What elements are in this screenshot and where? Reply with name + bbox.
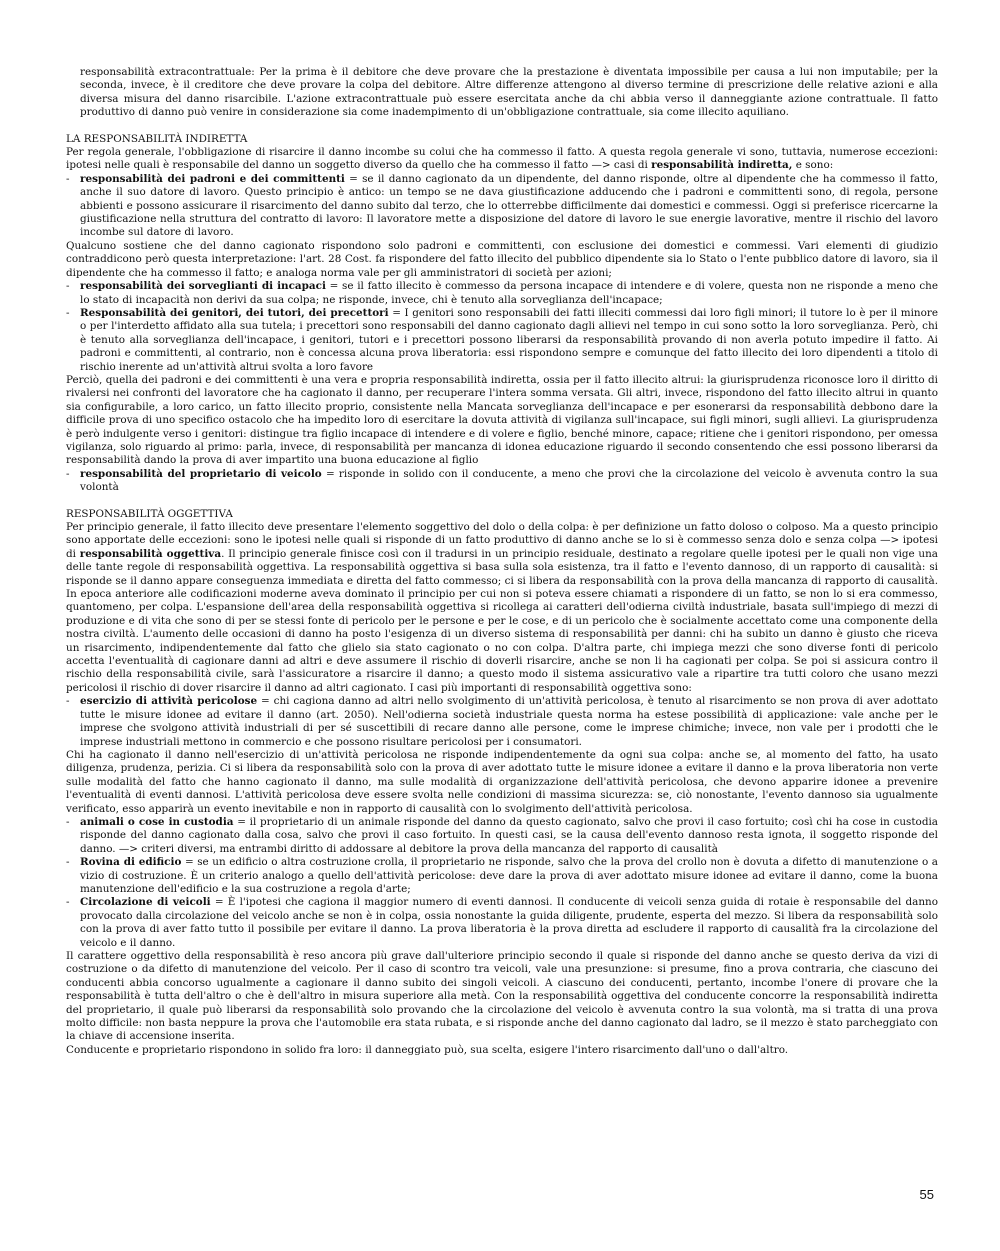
section-heading-objective: RESPONSABILITÀ OGGETTIVA [66, 507, 233, 520]
section-heading-indirect: LA RESPONSABILITÀ INDIRETTA [66, 132, 248, 145]
list-item: - Rovina di edificio = se un edificio o altra costruzione crolla, il proprietario ne risponde, salvo che la prova del crollo non è dovuta a difetto di manutenzione o a vizio di costruzione. È un criterio analogo a quello dell'attività pericolose: deve dare la prova di aver adottato misure idonee ad evitare il danno, come la buona manutenzione dell'edificio e la sua costruzione a regola d'arte; [66, 856, 938, 895]
section2-paragraph-4: Conducente e proprietario rispondono in solido fra loro: il danneggiato può, sua scelta, esigere l'intero risarcimento dall'uno o dall'altro. [66, 1043, 789, 1056]
bullet-dash: - [66, 172, 70, 185]
bullet-list [66, 816, 938, 950]
section1-paragraph-3: Perciò, quella dei padroni e dei committenti è una vera e propria responsabilità indiretta, ossia per il fatto illecito altrui: la giurisprudenza riconosce loro il diritto di rivalersi nei confronti del lavoratore che ha cagionato il danno, per recuperare l'intera somma versata. Gli altri, invece, rispondono del fatto illecito altrui in quanto sia configurabile, a loro carico, un fatto illecito proprio, consistente nella Mancata sorveglianza dell'incapace e per esonerarsi da responsabilità debbono dare la difficile prova di uno specifico ostacolo che ha impedito loro di esercitare la dovuta attività di vigilanza sull'incapace, sui figli minori, sugli allievi. La giurisprudenza è però indulgente verso i genitori: distingue tra figlio incapace di intendere e di volere e figlio, benché minore, capace; ritiene che i genitori rispondono, per omessa vigilanza, solo riguardo al primo: parla, invece, di responsabilità per mancanza di idonea educazione riguardo il secondo consentendo che essi possono liberarsi da responsabilità dando la prova di aver impartito una buona educazione al figlio [66, 373, 938, 467]
bullet-list [66, 280, 938, 374]
bullet-dash: - [66, 280, 70, 293]
bullet-dash: - [66, 856, 70, 869]
bullet-dash: - [66, 306, 70, 319]
bold-term: esercizio di attività pericolose [80, 695, 258, 708]
page-number: 55 [919, 1187, 934, 1202]
list-item: - responsabilità dei padroni e dei committenti = se il danno cagionato da un dipendente, del danno risponde, oltre al dipendente che ha commesso il fatto, anche il suo datore di lavoro. Questo principio è antico: un tempo se ne dava giustificazione adducendo che i padroni e committenti sono, di regola, persone abbienti e possono assicurare il risarcimento del danno subito dal terzo, che lo otterrebbe difficilmente dai domestici e commessi. Oggi si preferisce ricercarne la giustificazione nella struttura del contratto di lavoro: Il lavoratore mette a disposizione del datore di lavoro le sue energie lavorative, mentre il rischio del lavoro incombe sul datore di lavoro. [66, 172, 938, 239]
list-item: - esercizio di attività pericolose = chi cagiona danno ad altri nello svolgimento di un'attività pericolosa, è tenuto al risarcimento se non prova di aver adottato tutte le misure idonee ad evitare il danno (art. 2050). Nell'odierna società industriale questa norma ha estese possibilità di applicazione: vale anche per le imprese che svolgono attività industriali di per sé suscettibili di recare danno alle persone, come le imprese chimiche; invece, non vale per i prodotti che le imprese industriali mettono in commercio e che possono risultare pericolosi per i consumatori. [66, 695, 938, 748]
bold-term: animali o cose in custodia [80, 815, 234, 828]
list-item: - Circolazione di veicoli = È l'ipotesi che cagiona il maggior numero di eventi dannosi. Il conducente di veicoli senza guida di rotaie è responsabile del danno provocato dalla circolazione del veicolo anche se non è in colpa, ossia nonostante la guida diligente, prudente, esperta del mezzo. Si libera da responsabilità solo con la prova di aver fatto tutto il possibile per evitare il danno. La prova liberatoria è la prova diretta ad escludere il rapporto di causalità fra la circolazione del veicolo e il danno. [66, 896, 938, 949]
bold-term: Responsabilità dei genitori, dei tutori, dei precettori [80, 306, 389, 319]
bullet-list [66, 695, 938, 749]
section2-paragraph-3: Il carattere oggettivo della responsabilità è reso ancora più grave dall'ulteriore principio secondo il quale si risponde del danno anche se questo deriva da vizi di costruzione o da difetto di manutenzione del veicolo. Per il caso di scontro tra veicoli, vale una presunzione: si presume, fino a prova contraria, che ciascuno dei conducenti abbia concorso ugualmente a cagionare il danno subito dei singoli veicoli. A ciascuno dei conducenti, pertanto, incombe l'onere di provare che la responsabilità è tutta dell'altro o che è dell'altro in misura superiore alla metà. Con la responsabilità oggettiva del conducente concorre la responsabilità indiretta del proprietario, il quale può liberarsi da responsabilità solo provando che la circolazione del veicolo è avvenuta contro la sua volontà, ma si tratta di una prova molto difficile: non basta neppure la prova che l'automobile era stata rubata, e si risponde anche del danno cagionato dal ladro, se il mezzo è stato parcheggiato con la chiave di accensione inserita. [66, 950, 938, 1043]
bullet-dash: - [66, 467, 70, 480]
bold-term: responsabilità indiretta, [651, 159, 793, 172]
list-item: - responsabilità dei sorveglianti di incapaci = se il fatto illecito è commesso da persona incapace di intendere e di volere, questa non ne risponde a meno che lo stato di incapacità non derivi da sua colpa; ne risponde, invece, chi è tenuto alla sorveglianza dell'incapace; [66, 280, 939, 306]
bold-term: Circolazione di veicoli [80, 896, 211, 909]
bold-term: responsabilità oggettiva [79, 547, 222, 560]
bold-term: responsabilità del proprietario di veicolo [80, 467, 322, 480]
bullet-dash: - [66, 695, 70, 708]
bullet-dash: - [66, 896, 70, 909]
section2-paragraph-1: Per principio generale, il fatto illecito deve presentare l'elemento soggettivo del dolo o della colpa: è per definizione un fatto doloso o colposo. Ma a questo principio sono apportate delle eccezioni: sono le ipotesi nelle quali si risponde di un fatto produttivo di danno anche se lo si è commesso senza dolo e senza colpa —> ipotesi di responsabilità oggettiva. Il principio generale finisce così con il tradursi in un principio residuale, destinato a regolare quelle ipotesi per le quali non vige una delle tante regole di responsabilità oggettiva. La responsabilità oggettiva si basa sulla sola esistenza, tra il fatto e l'evento dannoso, di un rapporto di causalità: si risponde se il danno appare conseguenza immediata e diretta del fatto commesso; ci si libera da responsabilità con la prova della mancanza di rapporto di causalità. In epoca anteriore alle codificazioni moderne aveva dominato il principio per cui non si poteva essere chiamati a rispondere di un fatto, se non lo si era commesso, quantomeno, per colpa. L'espansione dell'area della responsabilità oggettiva si ricollega ai caratteri dell'odierna civiltà industriale, basata sull'impiego di mezzi di produzione e di vita che sono di per se stessi fonte di pericolo per le persone e per le cose, e di un pericolo che è socialmente accettato come una componente della nostra civiltà. L'aumento delle occasioni di danno ha posto l'esigenza di un diverso sistema di responsabilità per danni: chi ha subito un danno è giusto che riceva un risarcimento, indipendentemente dal fatto che glielo sia stato cagionato o no con colpa. D'altra parte, chi impiega mezzi che sono diverse fonti di pericolo accetta l'eventualità di cagionare danni ad altri e deve assumere il rischio di doverli risarcire, anche se non li ha cagionati per colpa. Se poi si assicura contro il rischio della responsabilità civile, sarà l'assicuratore a risarcire il danno; a questo modo il sistema assicurativo vale a ripartire tra tutti coloro che usano mezzi pericolosi il rischio di dover risarcire il danno ad altri cagionato. I casi più importanti di responsabilità oggettiva sono: [66, 521, 938, 694]
section1-paragraph-2: Qualcuno sostiene che del danno cagionato rispondono solo padroni e committenti, con esclusione dei domestici e commessi. Vari elementi di giudizio contraddicono però questa interpretazione: l'art. 28 Cost. fa rispondere del fatto illecito del pubblico dipendente sia lo Stato o l'ente pubblico datore di lavoro, sia il dipendente che ha commesso il fatto; e analoga norma vale per gli amministratori di società per azioni; [66, 239, 938, 279]
bullet-list [66, 468, 938, 495]
intro-paragraph: responsabilità extracontrattuale: Per la prima è il debitore che deve provare che la prestazione è diventata impossibile per causa a lui non imputabile; per la seconda, invece, è il creditore che deve provare la colpa del debitore. Altre differenze attengono al diverso termine di prescrizione delle relative azioni e alla diversa misura del danno risarcibile. L'azione extracontrattuale può essere esercitata anche da chi abbia verso il danneggiante azione contrattuale. Il fatto produttivo di danno può venire in considerazione sia come inadempimento di un'obbligazione contrattuale, sia come illecito aquiliano. [80, 66, 938, 119]
bullet-dash: - [66, 815, 70, 828]
section1-paragraph-1: Per regola generale, l'obbligazione di risarcire il danno incombe su colui che ha commesso il fatto. A questa regola generale vi sono, tuttavia, numerose eccezioni: ipotesi nelle quali è responsabile del danno un soggetto diverso da quello che ha commesso il fatto —> casi di responsabilità indiretta, e sono: [66, 146, 938, 172]
bullet-list [66, 173, 938, 240]
bold-term: Rovina di edificio [80, 856, 182, 869]
bold-term: responsabilità dei padroni e dei committenti [80, 172, 345, 185]
document-page [66, 66, 938, 1057]
bold-term: responsabilità dei sorveglianti di incapaci [80, 280, 326, 293]
list-item: - responsabilità del proprietario di veicolo = risponde in solido con il conducente, a meno che provi che la circolazione del veicolo è avvenuta contro la sua volontà [66, 467, 939, 494]
list-item: - Responsabilità dei genitori, dei tutori, dei precettori = I genitori sono responsabili dei fatti illeciti commessi dai loro figli minori; il tutore lo è per il minore o per l'interdetto affidato alla sua tutela; i precettori sono responsabili del danno cagionato dagli allievi nel tempo in cui sono sotto la loro sorveglianza. Però, chi è tenuto alla sorveglianza dell'incapace, i genitori, tutori e i precettori possono liberarsi da responsabilità provando di non averla potuto impedire il fatto. Ai padroni e committenti, al contrario, non è concessa alcuna prova liberatoria: essi rispondono sempre e comunque del fatto illecito dei loro dipendenti a titolo di rischio inerente ad un'attività altrui svolta a loro favore [66, 306, 938, 373]
section2-paragraph-2: Chi ha cagionato il danno nell'esercizio di un'attività pericolosa ne risponde indipendentemente da ogni sua colpa: anche se, al momento del fatto, ha usato diligenza, prudenza, perizia. Ci si libera da responsabilità solo con la prova di aver adottato tutte le misure idonee a evitare il danno e la prova liberatoria non verte sulle modalità del fatto che hanno cagionato il danno, ma sulle modalità di organizzazione dell'attività pericolosa, che devono apparire idonee a prevenire l'eventualità di eventi dannosi. L'attività pericolosa deve essere svolta nelle condizioni di massima sicurezza: se, ciò nonostante, l'evento dannoso sia ugualmente verificato, esso apparirà un evento inevitabile e non in rapporto di causalità con lo svolgimento dell'attività pericolosa. [66, 748, 938, 815]
list-item: - animali o cose in custodia = il proprietario di un animale risponde del danno da questo cagionato, salvo che provi il caso fortuito; così chi ha cose in custodia risponde del danno cagionato dalla cosa, salvo che provi il caso fortuito. In questi casi, se la causa dell'evento dannoso resta ignota, il soggetto risponde del danno. —> criteri diversi, ma entrambi diritto di addossare al debitore la prova della mancanza del rapporto di causalità [66, 815, 938, 855]
